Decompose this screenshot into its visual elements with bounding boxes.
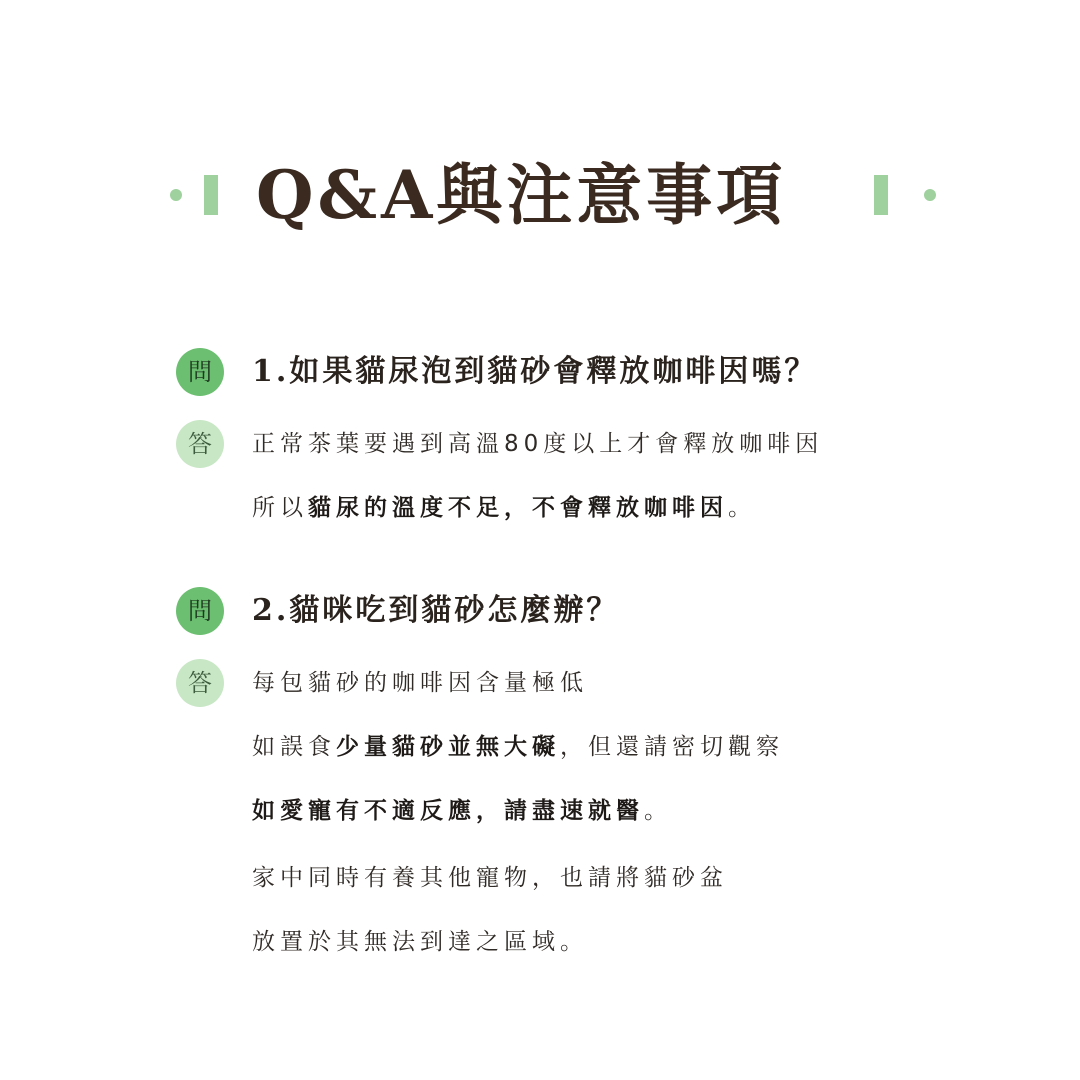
answer-text: 。 (728, 495, 756, 521)
title-row (0, 150, 1080, 240)
left-dot-icon (170, 189, 182, 201)
question-badge-icon: 問 (176, 348, 224, 396)
page-title: Q&A與注意事項 (256, 156, 787, 234)
answer-1-line-2 (252, 492, 756, 524)
question-1: 1.如果貓尿泡到貓砂會釋放咖啡因嗎？ (252, 354, 818, 389)
answer-text: 放置於其無法到達之區域。 (252, 929, 588, 955)
answer-badge-icon: 答 (176, 659, 224, 707)
answer-text: 。 (644, 798, 672, 824)
answer-2-line-2 (252, 731, 784, 763)
answer-2-line-3 (252, 795, 672, 827)
answer-emphasis: 貓尿的溫度不足，不會釋放咖啡因 (308, 495, 728, 521)
answer-2-line-5 (252, 926, 588, 958)
answer-emphasis: 少量貓砂並無大礙 (336, 734, 560, 760)
answer-2-line-4 (252, 862, 728, 894)
answer-text: 正常茶葉要遇到高溫80度以上才會釋放咖啡因 (252, 431, 824, 457)
question-2: 2.貓咪吃到貓砂怎麼辦？ (252, 593, 620, 628)
question-badge-icon: 問 (176, 587, 224, 635)
left-bar-icon (204, 175, 218, 215)
answer-text: ，但還請密切觀察 (560, 734, 784, 760)
answer-emphasis: 如愛寵有不適反應，請盡速就醫 (252, 798, 644, 824)
answer-text: 如誤食 (252, 734, 336, 760)
answer-text: 每包貓砂的咖啡因含量極低 (252, 670, 588, 696)
right-dot-icon (924, 189, 936, 201)
answer-1-line-1 (252, 428, 823, 460)
answer-2-line-1 (252, 667, 588, 699)
answer-text: 家中同時有養其他寵物，也請將貓砂盆 (252, 865, 728, 891)
answer-badge-icon: 答 (176, 420, 224, 468)
right-bar-icon (874, 175, 888, 215)
answer-text: 所以 (252, 495, 308, 521)
